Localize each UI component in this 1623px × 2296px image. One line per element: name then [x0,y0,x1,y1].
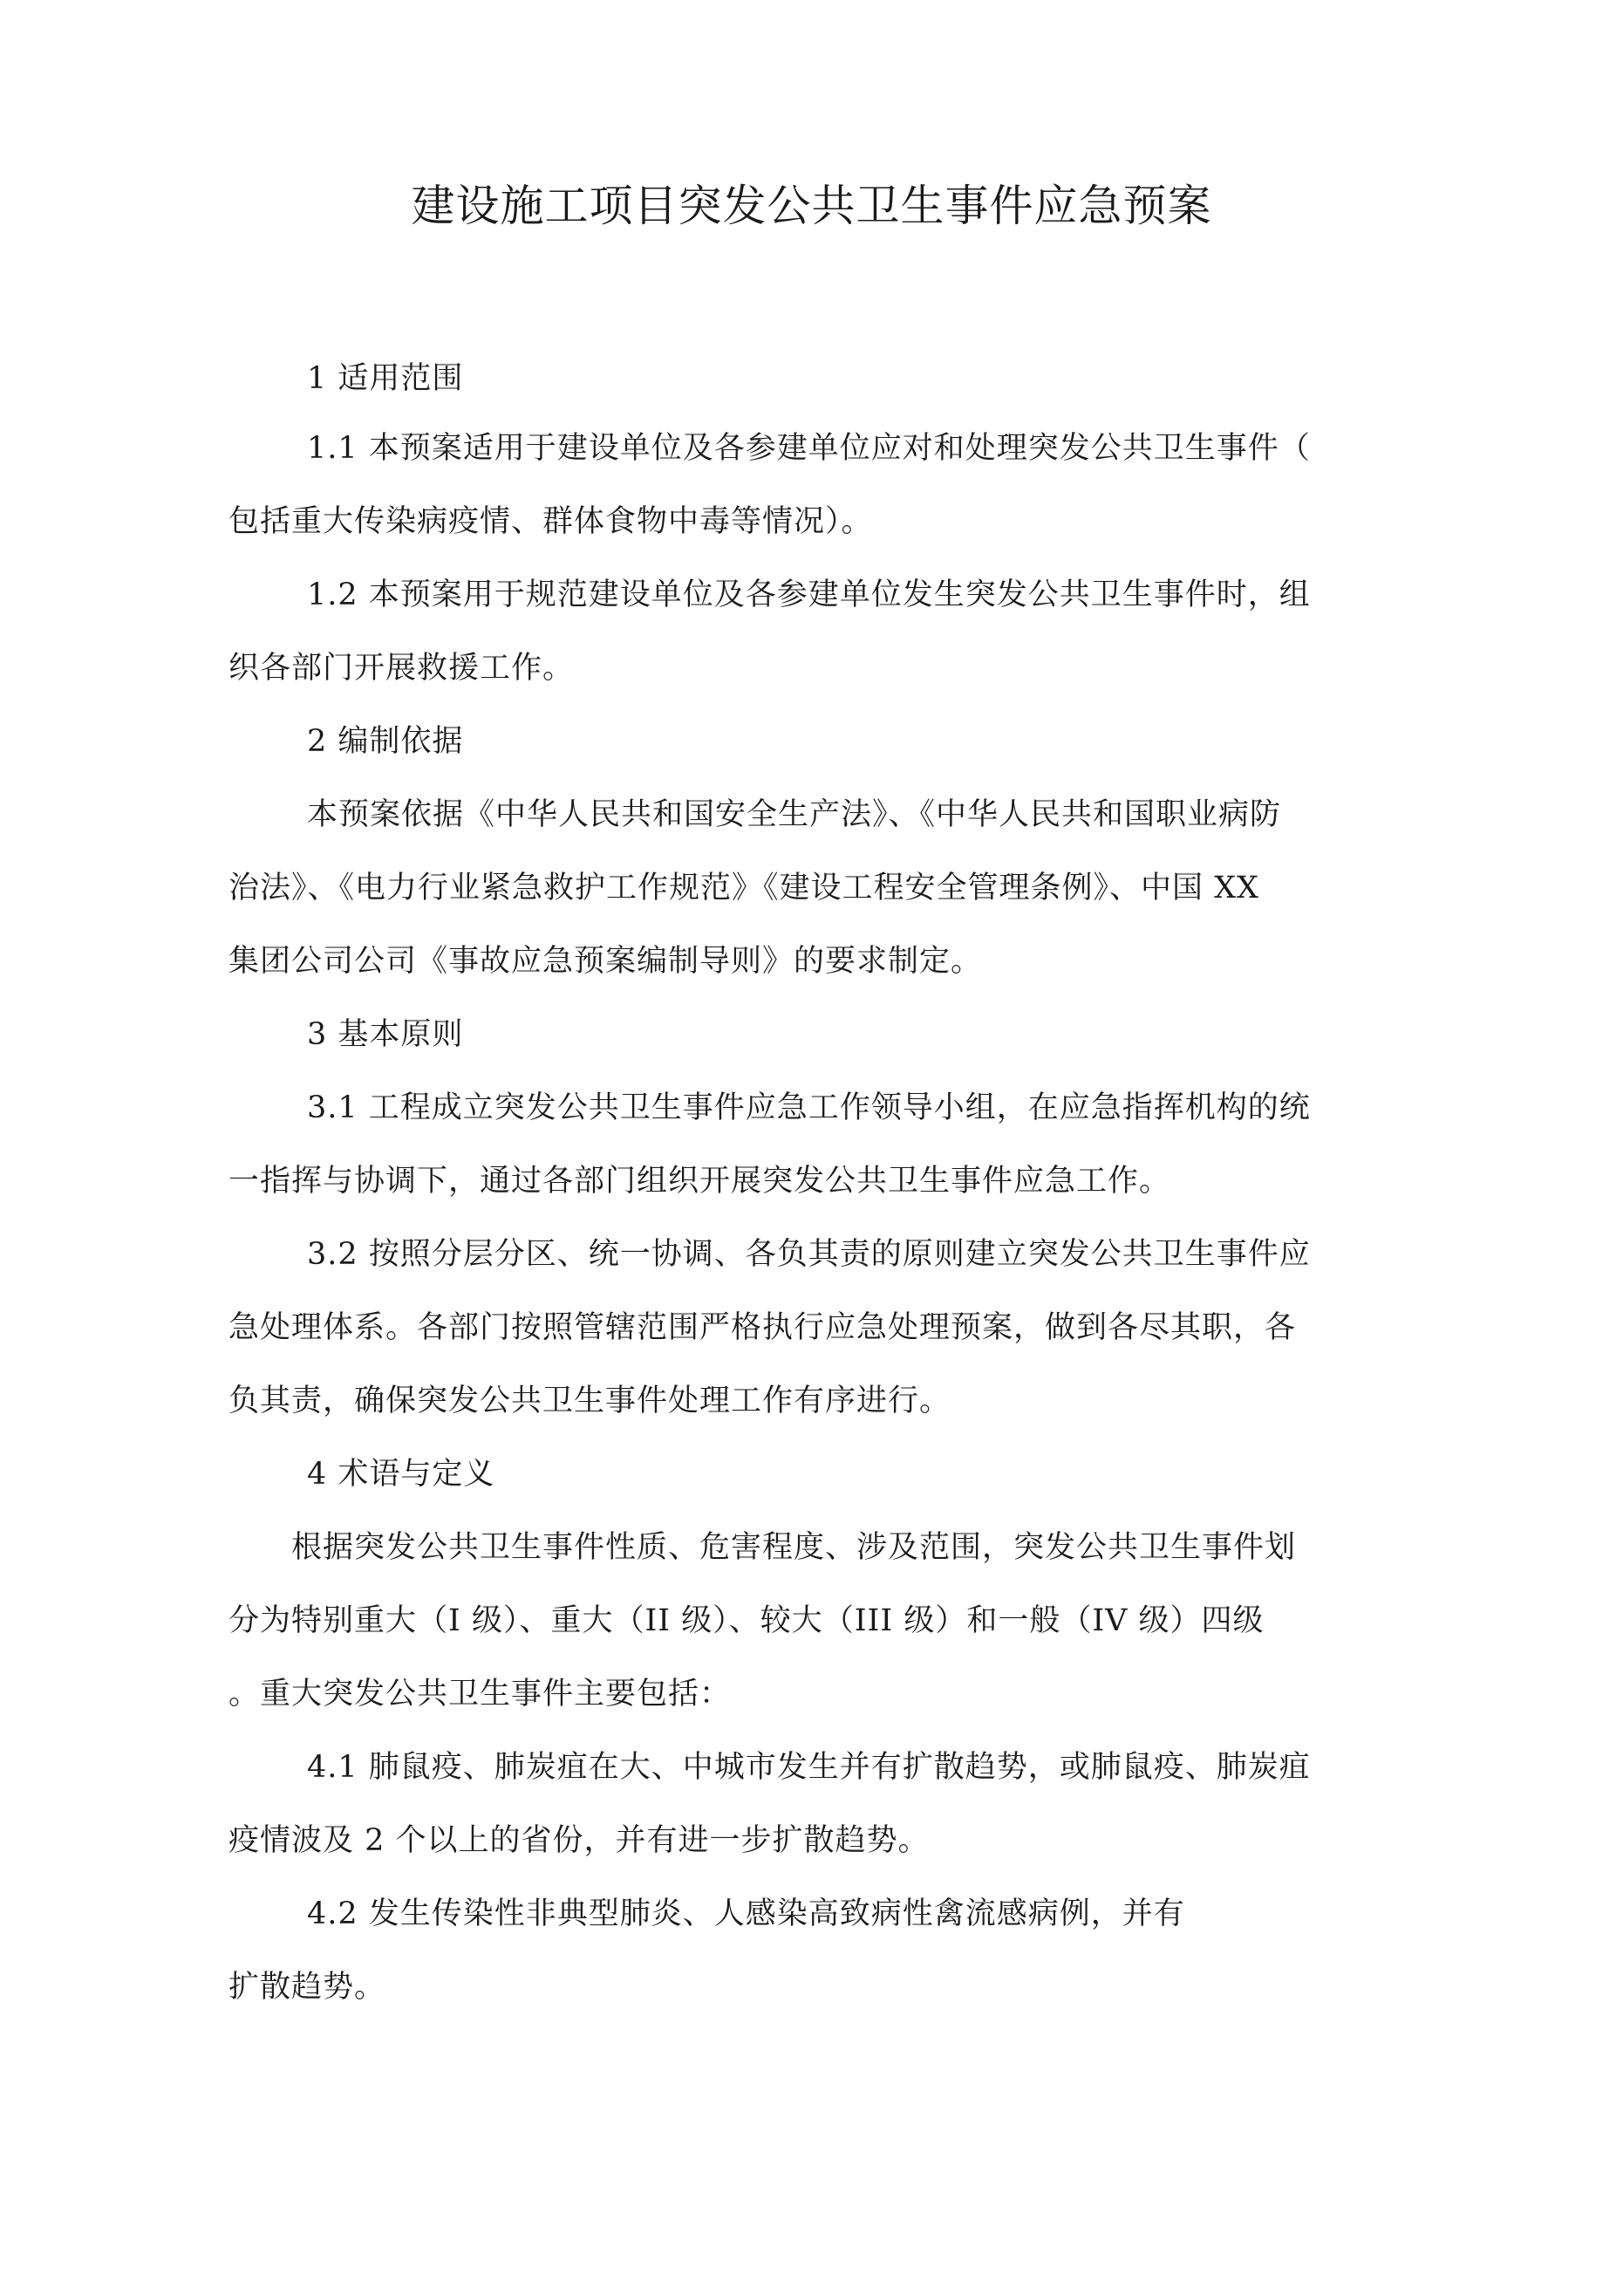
paragraph-4-1-line-1: 4.1 肺鼠疫、肺炭疽在大、中城市发生并有扩散趋势，或肺鼠疫、肺炭疽 [307,1750,1311,1785]
paragraph-3-2-line-1: 3.2 按照分层分区、统一协调、各负其责的原则建立突发公共卫生事件应 [307,1237,1311,1272]
paragraph-1-1-line-1: 1.1 本预案适用于建设单位及各参建单位应对和处理突发公共卫生事件（ [307,431,1311,466]
section-heading-1: 1 适用范围 [307,361,464,396]
paragraph-4-2-line-2: 扩散趋势。 [228,1970,386,2005]
paragraph-4-line-3: 。重大突发公共卫生事件主要包括： [228,1677,732,1712]
section-heading-2: 2 编制依据 [307,724,464,759]
paragraph-3-2-line-2: 急处理体系。各部门按照管辖范围严格执行应急处理预案，做到各尽其职，各 [228,1310,1297,1345]
paragraph-4-2-line-1: 4.2 发生传染性非典型肺炎、人感染高致病性禽流感病例，并有 [307,1896,1185,1931]
paragraph-3-1-line-1: 3.1 工程成立突发公共卫生事件应急工作领导小组，在应急指挥机构的统 [307,1090,1311,1125]
section-heading-3: 3 基本原则 [307,1017,464,1052]
paragraph-2-line-3: 集团公司公司《事故应急预案编制导则》的要求制定。 [228,944,983,979]
paragraph-2-line-1: 本预案依据《中华人民共和国安全生产法》、《中华人民共和国职业病防 [307,797,1282,832]
paragraph-1-2-line-2: 织各部门开展救援工作。 [228,651,575,686]
paragraph-3-1-line-2: 一指挥与协调下，通过各部门组织开展突发公共卫生事件应急工作。 [228,1164,1171,1199]
paragraph-4-1-line-2: 疫情波及 2 个以上的省份，并有进一步扩散趋势。 [228,1823,930,1858]
paragraph-4-line-2: 分为特别重大（I 级）、重大（II 级）、较大（III 级）和一般（IV 级）四级 [228,1603,1265,1638]
paragraph-1-1-line-2: 包括重大传染病疫情、群体食物中毒等情况）。 [228,504,873,539]
section-heading-4: 4 术语与定义 [307,1457,495,1492]
paragraph-1-2-line-1: 1.2 本预案用于规范建设单位及各参建单位发生突发公共卫生事件时，组 [307,577,1311,612]
paragraph-4-line-1: 根据突发公共卫生事件性质、危害程度、涉及范围，突发公共卫生事件划 [291,1530,1297,1565]
document-title: 建设施工项目突发公共卫生事件应急预案 [411,181,1212,231]
paragraph-3-2-line-3: 负其责，确保突发公共卫生事件处理工作有序进行。 [228,1384,951,1418]
paragraph-2-line-2: 治法》、《电力行业紧急救护工作规范》《建设工程安全管理条例》、中国 XX [228,871,1259,905]
